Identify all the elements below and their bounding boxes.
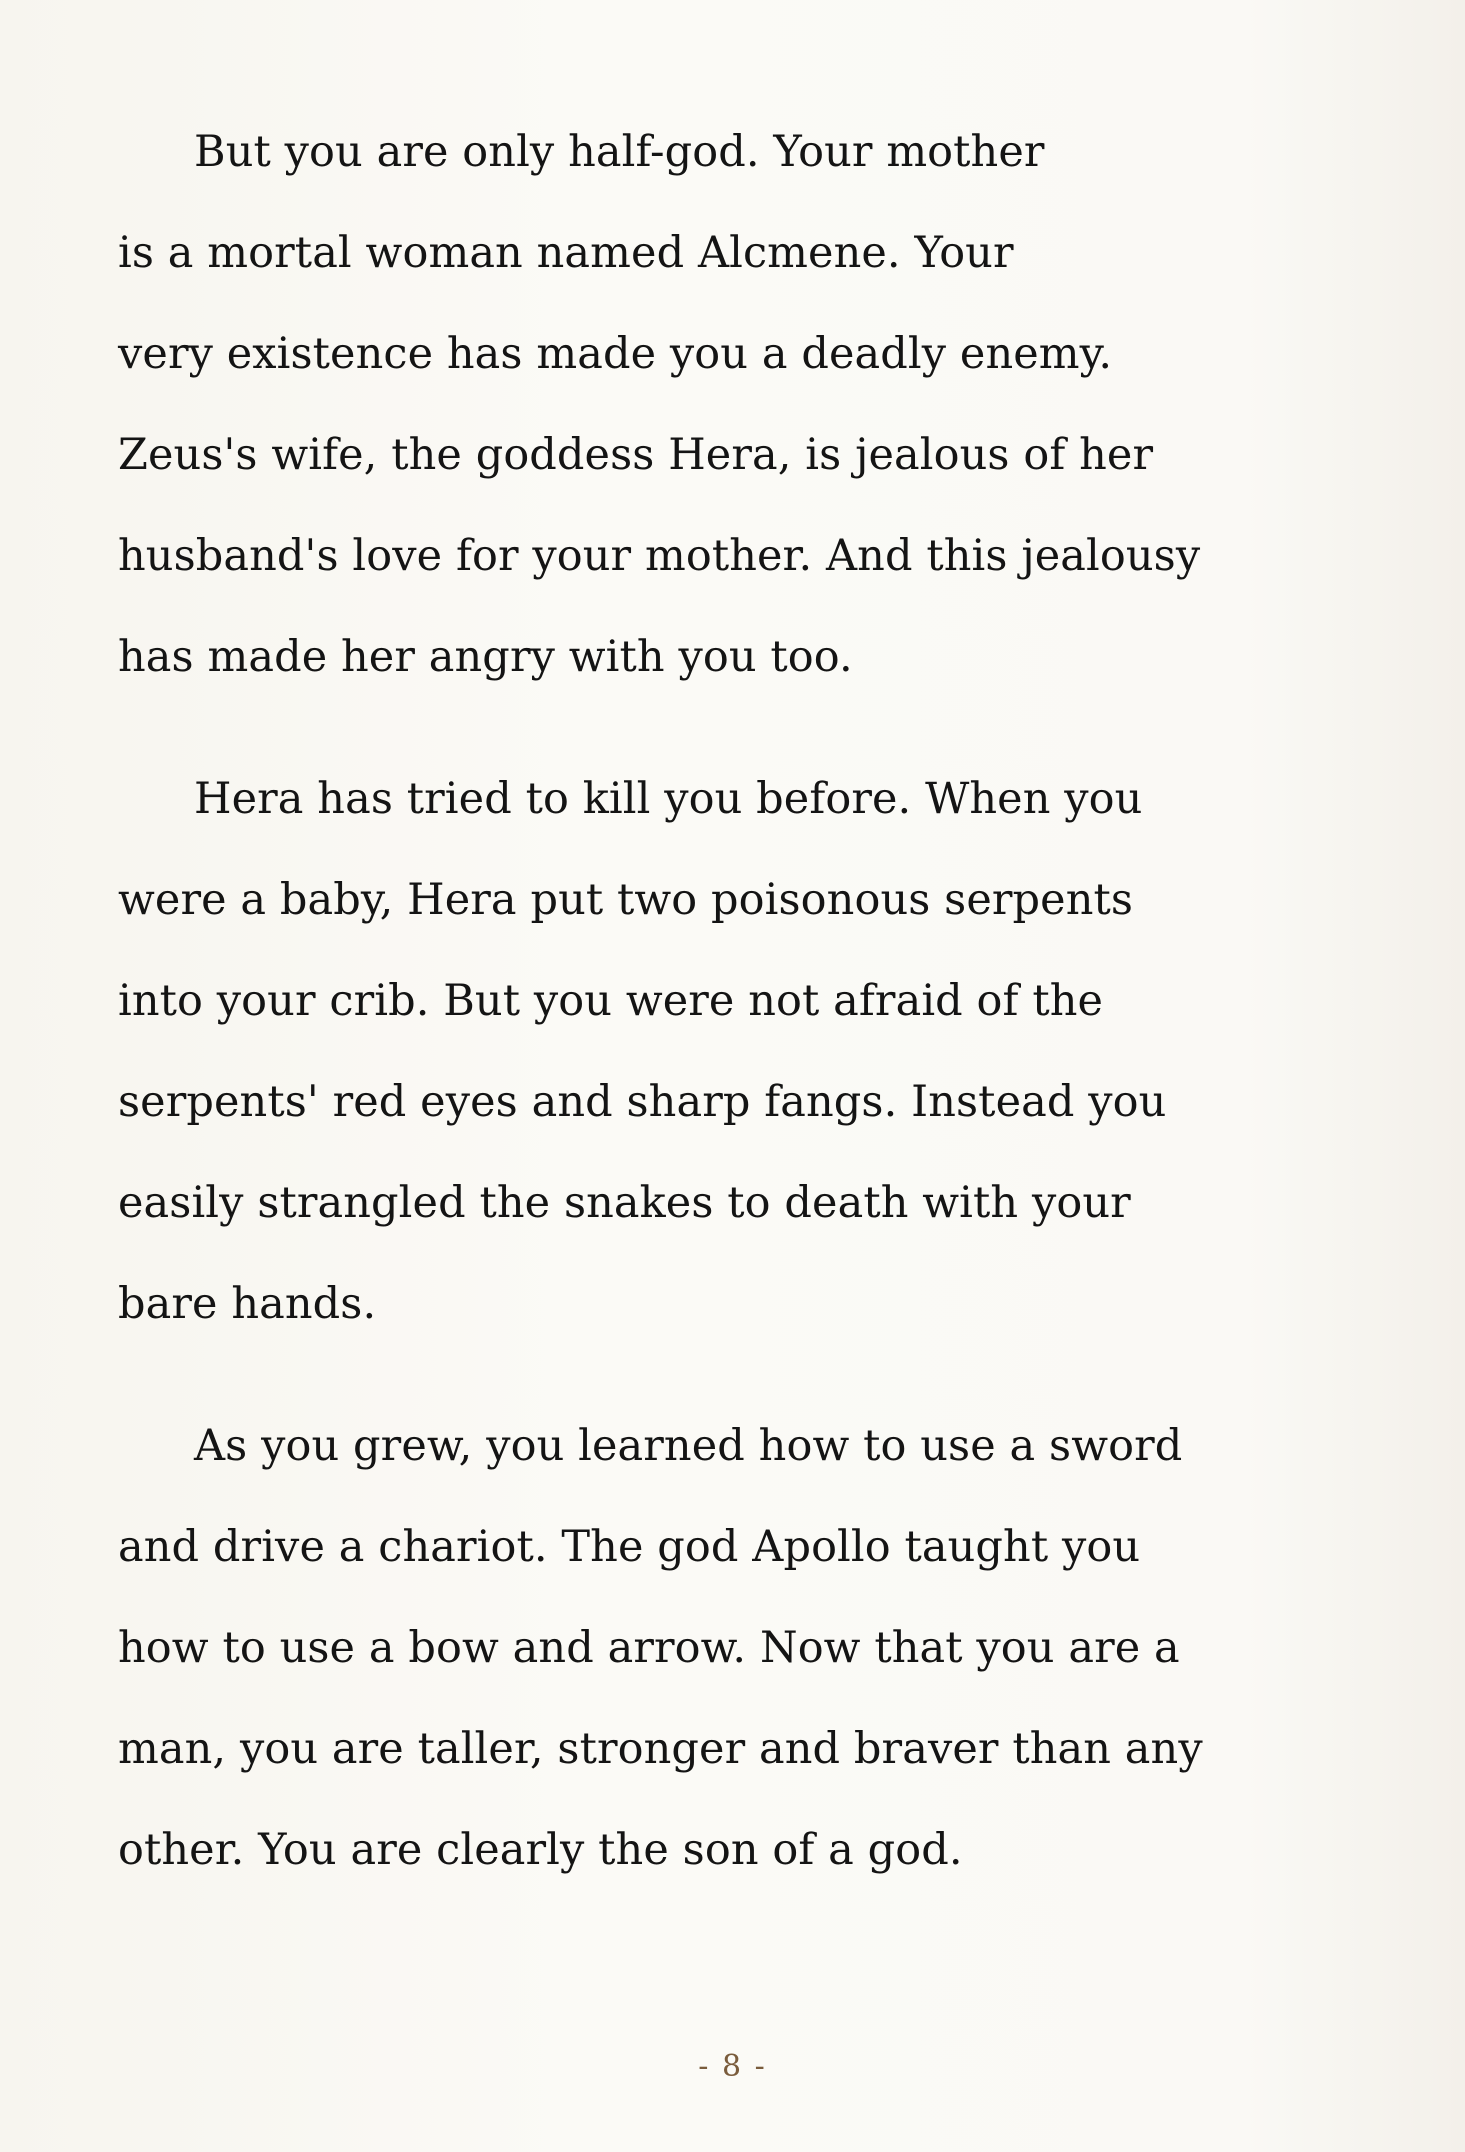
paragraph-3 xyxy=(118,1396,1248,1901)
text-line: man, you are taller, stronger and braver than any xyxy=(118,1724,1203,1774)
paragraph-1 xyxy=(118,102,1248,708)
text-line: As you grew, you learned how to use a sword xyxy=(194,1421,1183,1471)
text-line: easily strangled the snakes to death with your xyxy=(118,1178,1131,1228)
text-line: bare hands. xyxy=(118,1279,377,1329)
text-line: serpents' red eyes and sharp fangs. Instead you xyxy=(118,1077,1167,1127)
text-line: very existence has made you a deadly enemy. xyxy=(118,329,1113,379)
text-line: and drive a chariot. The god Apollo taught you xyxy=(118,1522,1141,1572)
text-line: Hera has tried to kill you before. When you xyxy=(194,774,1143,824)
text-line: But you are only half-god. Your mother xyxy=(194,127,1045,177)
page-number: - 8 - xyxy=(698,2049,767,2084)
text-line: husband's love for your mother. And this jealousy xyxy=(118,531,1201,581)
text-line: is a mortal woman named Alcmene. Your xyxy=(118,228,1014,278)
text-line: Zeus's wife, the goddess Hera, is jealous of her xyxy=(118,430,1154,480)
paragraph-2 xyxy=(118,749,1248,1355)
body-text xyxy=(118,102,1248,1942)
text-line: were a baby, Hera put two poisonous serpents xyxy=(118,875,1134,925)
text-line: has made her angry with you too. xyxy=(118,632,853,682)
text-line: into your crib. But you were not afraid of the xyxy=(118,976,1104,1026)
text-line: other. You are clearly the son of a god. xyxy=(118,1825,963,1875)
text-line: how to use a bow and arrow. Now that you are a xyxy=(118,1623,1180,1673)
